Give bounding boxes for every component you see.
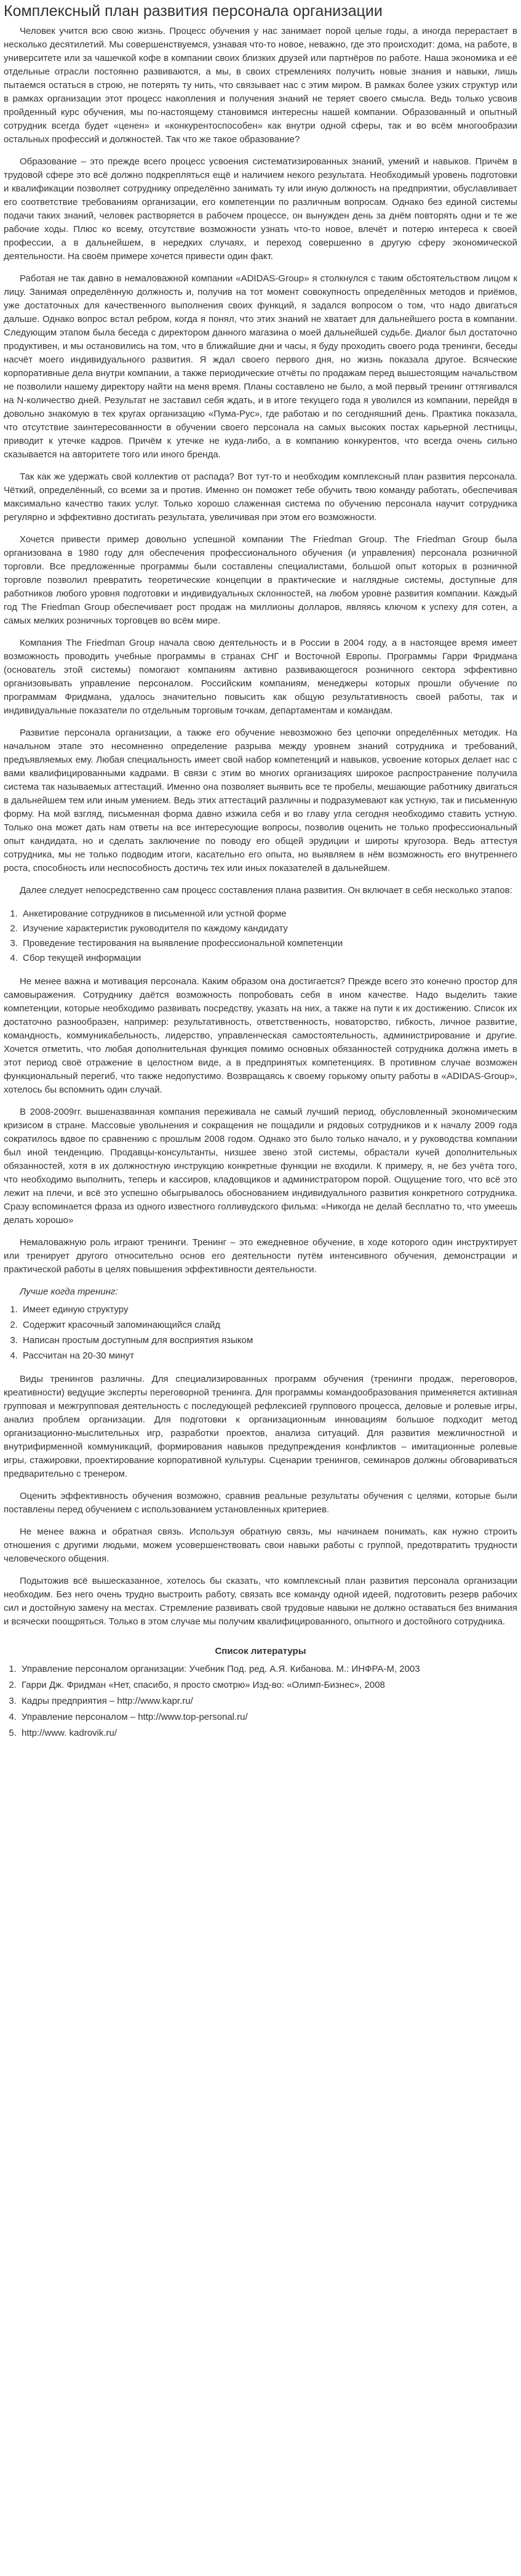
- paragraph: Так как же удержать свой коллектив от распада? Вот тут-то и необходим комплексный план развития персонала. Чёткий, определённый, со всеми за и против. Именно он поможет тебе обучить твою команду работать, обеспечивая максимально качество таких услуг. Только хорошо слаженная система по обучению персонала научит сотрудника регулярно и эффективно достигать результата, увеличивая при этом его возможности.: [4, 471, 517, 523]
- reference-item: 4. Управление персоналом – http://www.top-personal.ru/: [19, 1709, 517, 1725]
- article: [0, 1, 521, 1763]
- plan-steps-list: [4, 906, 517, 966]
- paragraph: Не менее важна и мотивация персонала. Каким образом она достигается? Прежде всего это конечно простор для самовыражения. Сотруднику даётся возможность попробовать себя в ином качестве. Надо выделить такие компетенции, которые необходимо развивать посредству, указать на них, а также на пути к их достижению. Список их достаточно разнообразен, например: результативность, ответственность, новаторство, гибкость, личное развитие, командность, коммуникабельность, лидерство, управленческая самостоятельность, администрирование и другие. Хочется отметить, что любая дополнительная функция помимо основных обязанностей сотрудника должна иметь в этот период своё отражение в целостном виде, а в предпринятых компетенциях. В противном случае возможен функциональный перегиб, что также недопустимо. Возвращаясь к своему горькому опыту работы в «ADIDAS-Group», хотелось бы вспомнить один случай.: [4, 976, 517, 1095]
- paragraph: Компания The Friedman Group начала свою деятельность и в России в 2004 году, а в настоящее время имеет возможность проводить учебные программы в странах СНГ и Восточной Европы. Программы Гарри Фридмана (основатель этой системы) помогают компаниям активно развивающегося розничного сектора эффективно организовывать управление персоналом. Российским компаниям, менеджеры которых прошли обучение по программам Фридмана, удалось значительно повысить как общую результативность своей работы, так и индивидуальные показатели по отдельным торговым точкам, департаментам и командам.: [4, 638, 517, 716]
- reference-item: 2. Гарри Дж. Фридман «Нет, спасибо, я просто смотрю» Изд-во: «Олимп-Бизнес», 2008: [19, 1677, 517, 1693]
- paragraph: Развитие персонала организации, а также его обучение невозможно без цепочки определённых методик. На начальном этапе это несомненно определение разрыва между уровнем знаний сотрудника и требований, предъявляемых ему. Любая специальность имеет свой набор компетенций и навыков, усвоение которых делает нас с вами квалифицированными кадрами. В связи с этим во многих организациях широкое распространение получила система так называемых аттестаций. Именно она позволяет выявить все те пробелы, мешающие работнику двигаться в дальнейшем тем или иным умением. Ведь этих аттестаций различны и подразумевают как устную, так и письменную форму. На мой взгляд, письменная форма давно изжила себя и во главу угла сегодня необходимо ставить устную. Только она может дать нам ответы на все интересующие вопросы, позволив оценить не только профессиональный опыт кандидата, но и сделать заключение по поводу его общей эрудиции и широты кругозора. Ведь аттестуя сотрудника, мы не только подводим итоги, касательно его опыта, но выявляем в нём возможность его внутреннего роста, способность или неспособность достичь тех или иных показателей в дальнейшем.: [4, 728, 517, 873]
- list-item: 1. Анкетирование сотрудников в письменной или устной форме: [20, 907, 517, 921]
- list-item: 4. Сбор текущей информации: [20, 951, 517, 966]
- list-item: 3. Написан простым доступным для восприятия языком: [20, 1333, 517, 1348]
- list-item: 2. Изучение характеристик руководителя по каждому кандидату: [20, 921, 517, 936]
- references-heading: Список литературы: [215, 1646, 306, 1656]
- training-lead-text: Лучше когда тренинг:: [20, 1286, 118, 1297]
- paragraph: Человек учится всю свою жизнь. Процесс обучения у нас занимает порой целые годы, а иногда перерастает в несколько десятилетий. Мы совершенствуемся, узнавая что-то новое, неважно, где это происходит: дома, на работе, в университете или за чашечкой кофе в компании своих близких друзей или партнёров по работе. Наша экономика и её отдельные отрасли постоянно развиваются, а мы, в своих стремлениях получить новые знания и навыки, лишь пытаемся остаться в строю, не потерять ту нить, что связывает нас с этим миром. В рамках более узких структур или в рамках организации этот процесс накопления и получения знаний не теряет своего смысла. Ведь только усвоив пройденный курс обучения, мы по-настоящему становимся интересны нашей компании. Образованный и опытный сотрудник всегда будет «ценен» и «конкурентоспособен» как внутри одной сферы, так и во всём многообразии остальных профессий и должностей. Так что же такое образование?: [4, 26, 517, 145]
- training-points-list: [4, 1301, 517, 1364]
- paragraph: В 2008-2009гг. вышеназванная компания переживала не самый лучший период, обусловленный экономическим кризисом в стране. Массовые увольнения и сокращения не пощадили и рядовых сотрудников и к началу 2009 года сократилось вдвое по сравнению с прошлым 2008 годом. Однако это было только начало, и у руководства компании был иной тенденцию. Продавцы-консультанты, низшее звено этой системы, обрастали кучей дополнительных обязанностей, хотя в их должностную инструкцию конкретные функции не входили. К примеру, я, не без учёта того, что необходимо выполнить, теперь и кассиров, кладовщиков и администратором порой. Ощущение того, что всё это лежит на плечи, и всё это успешно обыгрывалось обоснованием индивидуального развития конкретного сотрудника. Сразу вспоминается фраза из одного известного голливудского фильма: «Никогда не делай бесплатно то, что умеешь делать хорошо»: [4, 1107, 517, 1226]
- paragraph: Немаловажную роль играют тренинги. Тренинг – это ежедневное обучение, в ходе которого один инструктирует или тренирует другого относительно основ его деятельности путём интенсивного обучения, демонстрации и практической работы в целях повышения эффективности деятельности.: [4, 1237, 517, 1275]
- reference-item: 3. Кадры предприятия – http://www.kapr.ru/: [19, 1693, 517, 1709]
- list-item: 3. Проведение тестирования на выявление профессиональной компетенции: [20, 936, 517, 951]
- list-item: 1. Имеет единую структуру: [20, 1302, 517, 1317]
- paragraph: Подытожив всё вышесказанное, хотелось бы сказать, что комплексный план развития персонала организации необходим. Без него очень трудно выстроить работу, связать все команду одной идеей, подготовить резерв рабочих сил и достойную замену на местах. Стремление развивать свой трудовые навыки не должно оставаться без внимания и всячески поощряться. Только в этом случае мы получим квалифицированного, опытного и достойного сотрудника.: [4, 1576, 517, 1627]
- reference-item: 5. http://www. kadrovik.ru/: [19, 1725, 517, 1741]
- references-list: [4, 1661, 517, 1742]
- paragraph: Оценить эффективность обучения возможно, сравнив реальные результаты обучения с целями, которые были поставлены перед обучением с использованием установленных критериев.: [4, 1491, 517, 1515]
- paragraph: Образование – это прежде всего процесс усвоения систематизированных знаний, умений и навыков. Причём в трудовой сфере это всё должно подкрепляться ещё и наличием некого результата. Необходимый уровень подготовки и квалификации позволяет сотруднику определённо занимать ту или иную должность на предприятии, обуславливает его соответствие требованиям организации, его компетенции по различным вопросам. Однако без единой системы подачи таких знаний, человек растворяется в рабочем процессе, он вынужден день за днём повторять одни и те же рабочие ходы. Плюс ко всему, отсутствие возможности узнать что-то новое, влечёт и потерю интереса к своей профессии, а в дальнейшем, в нередких случаях, и переход совершенно в другую сферу экономической деятельности. На своём примере хочется привести один факт.: [4, 156, 517, 262]
- page-title: Комплексный план развития персонала организации: [4, 2, 383, 20]
- paragraph: Работая не так давно в немаловажной компании «ADIDAS-Group» я столкнулся с таким обстоятельством лицом к лицу. Занимая определённую должность и, получив на тот момент совокупность определённых методов и приёмов, уже достаточных для качественного выполнения своих функций, я задался вопросом о том, что надо двигаться дальше. Однако вопрос встал ребром, когда я понял, что этих знаний не хватает для дальнейшего роста в компании. Следующим этапом была беседа с директором данного магазина о моей дальнейшей судьбе. Диалог был достаточно продуктивен, и мы остановились на том, что в ближайшие дни и часы, я буду проходить своего рода тренинги, беседы насчёт моего индивидуального развития. Я ждал своего первого дня, но жизнь показала другое. Всяческие корпоративные дела внутри компании, а также периодические отчёты по продажам перед вышестоящим начальством не позволили нашему директору найти на меня время. Планы составлено не было, а мой первый тренинг оттягивался на N-количество дней. Результат не заставил себя ждать, и в итоге текущего года я уволился из компании, перейдя в довольно знакомую в тех кругах организацию «Пума-Рус», где работаю и по сегодняшний день. Практика показала, что отсутствие заинтересованности в обучении своего персонала на самых высоких постах карьерной лестницы, приводит к утечке кадров. Причём к утечке не кудa-либо, а в компанию конкурентов, что всегда очень сильно сказывается на авторитете того или иного бренда.: [4, 273, 517, 460]
- list-item: 4. Рассчитан на 20-30 минут: [20, 1348, 517, 1363]
- paragraph: Виды тренингов различны. Для специализированных программ обучения (тренинги продаж, переговоров, креативности) ведущие эксперты переговорной тренинга. Для программы командообразования применяется активная групповая и межгрупповая деятельность с последующей рефлексией группового процесса, деловые и ролевые игры, анализ проблем организации. Для подготовки к организационным инновациям большое подходит метод организационно-мыслительных игр, разработки проектов, анализа ситуаций. Для развития межличностной и внутрифирменной коммуникаций, формирования навыков предупреждения конфликтов – имитационные ролевые игры, стажировки, проектирование корпоративной культуры. Сценарии тренингов, семинаров должны обговариваться предварительно с тренером.: [4, 1374, 517, 1479]
- paragraph: Хочется привести пример довольно успешной компании The Friedman Group. The Friedman Group была организована в 1980 году для обеспечения профессионального обучения (и управления) персонала розничной торговли. Все предложенные программы были составлены специалистами, большой опыт которых в розничной торговле позволил превратить теоретические концепции в практические и наглядные системы, доступные для работников любого уровня подготовки и индивидуальных склонностей, на любом уровне развития компании. Каждый год The Friedman Group обеспечивает рост продаж на миллионы долларов, являясь ключом к успеху для сотен, а самых мелких розничных торговцев во всём мире.: [4, 534, 517, 626]
- paragraph: Далее следует непосредственно сам процесс составления плана развития. Он включает в себя несколько этапов:: [20, 885, 512, 896]
- list-item: 2. Содержит красочный запоминающийся слайд: [20, 1317, 517, 1333]
- paragraph: Не менее важна и обратная связь. Используя обратную связь, мы начинаем понимать, как нужно строить отношения с другими людьми, можем усовершенствовать свои навыки работы с группой, предотвратить трудности человеческого общения.: [4, 1527, 517, 1564]
- training-lead: [4, 1285, 517, 1299]
- reference-item: 1. Управление персоналом организации: Учебник Под. ред. А.Я. Кибанова. М.: ИНФРА-М, 2003: [19, 1661, 517, 1677]
